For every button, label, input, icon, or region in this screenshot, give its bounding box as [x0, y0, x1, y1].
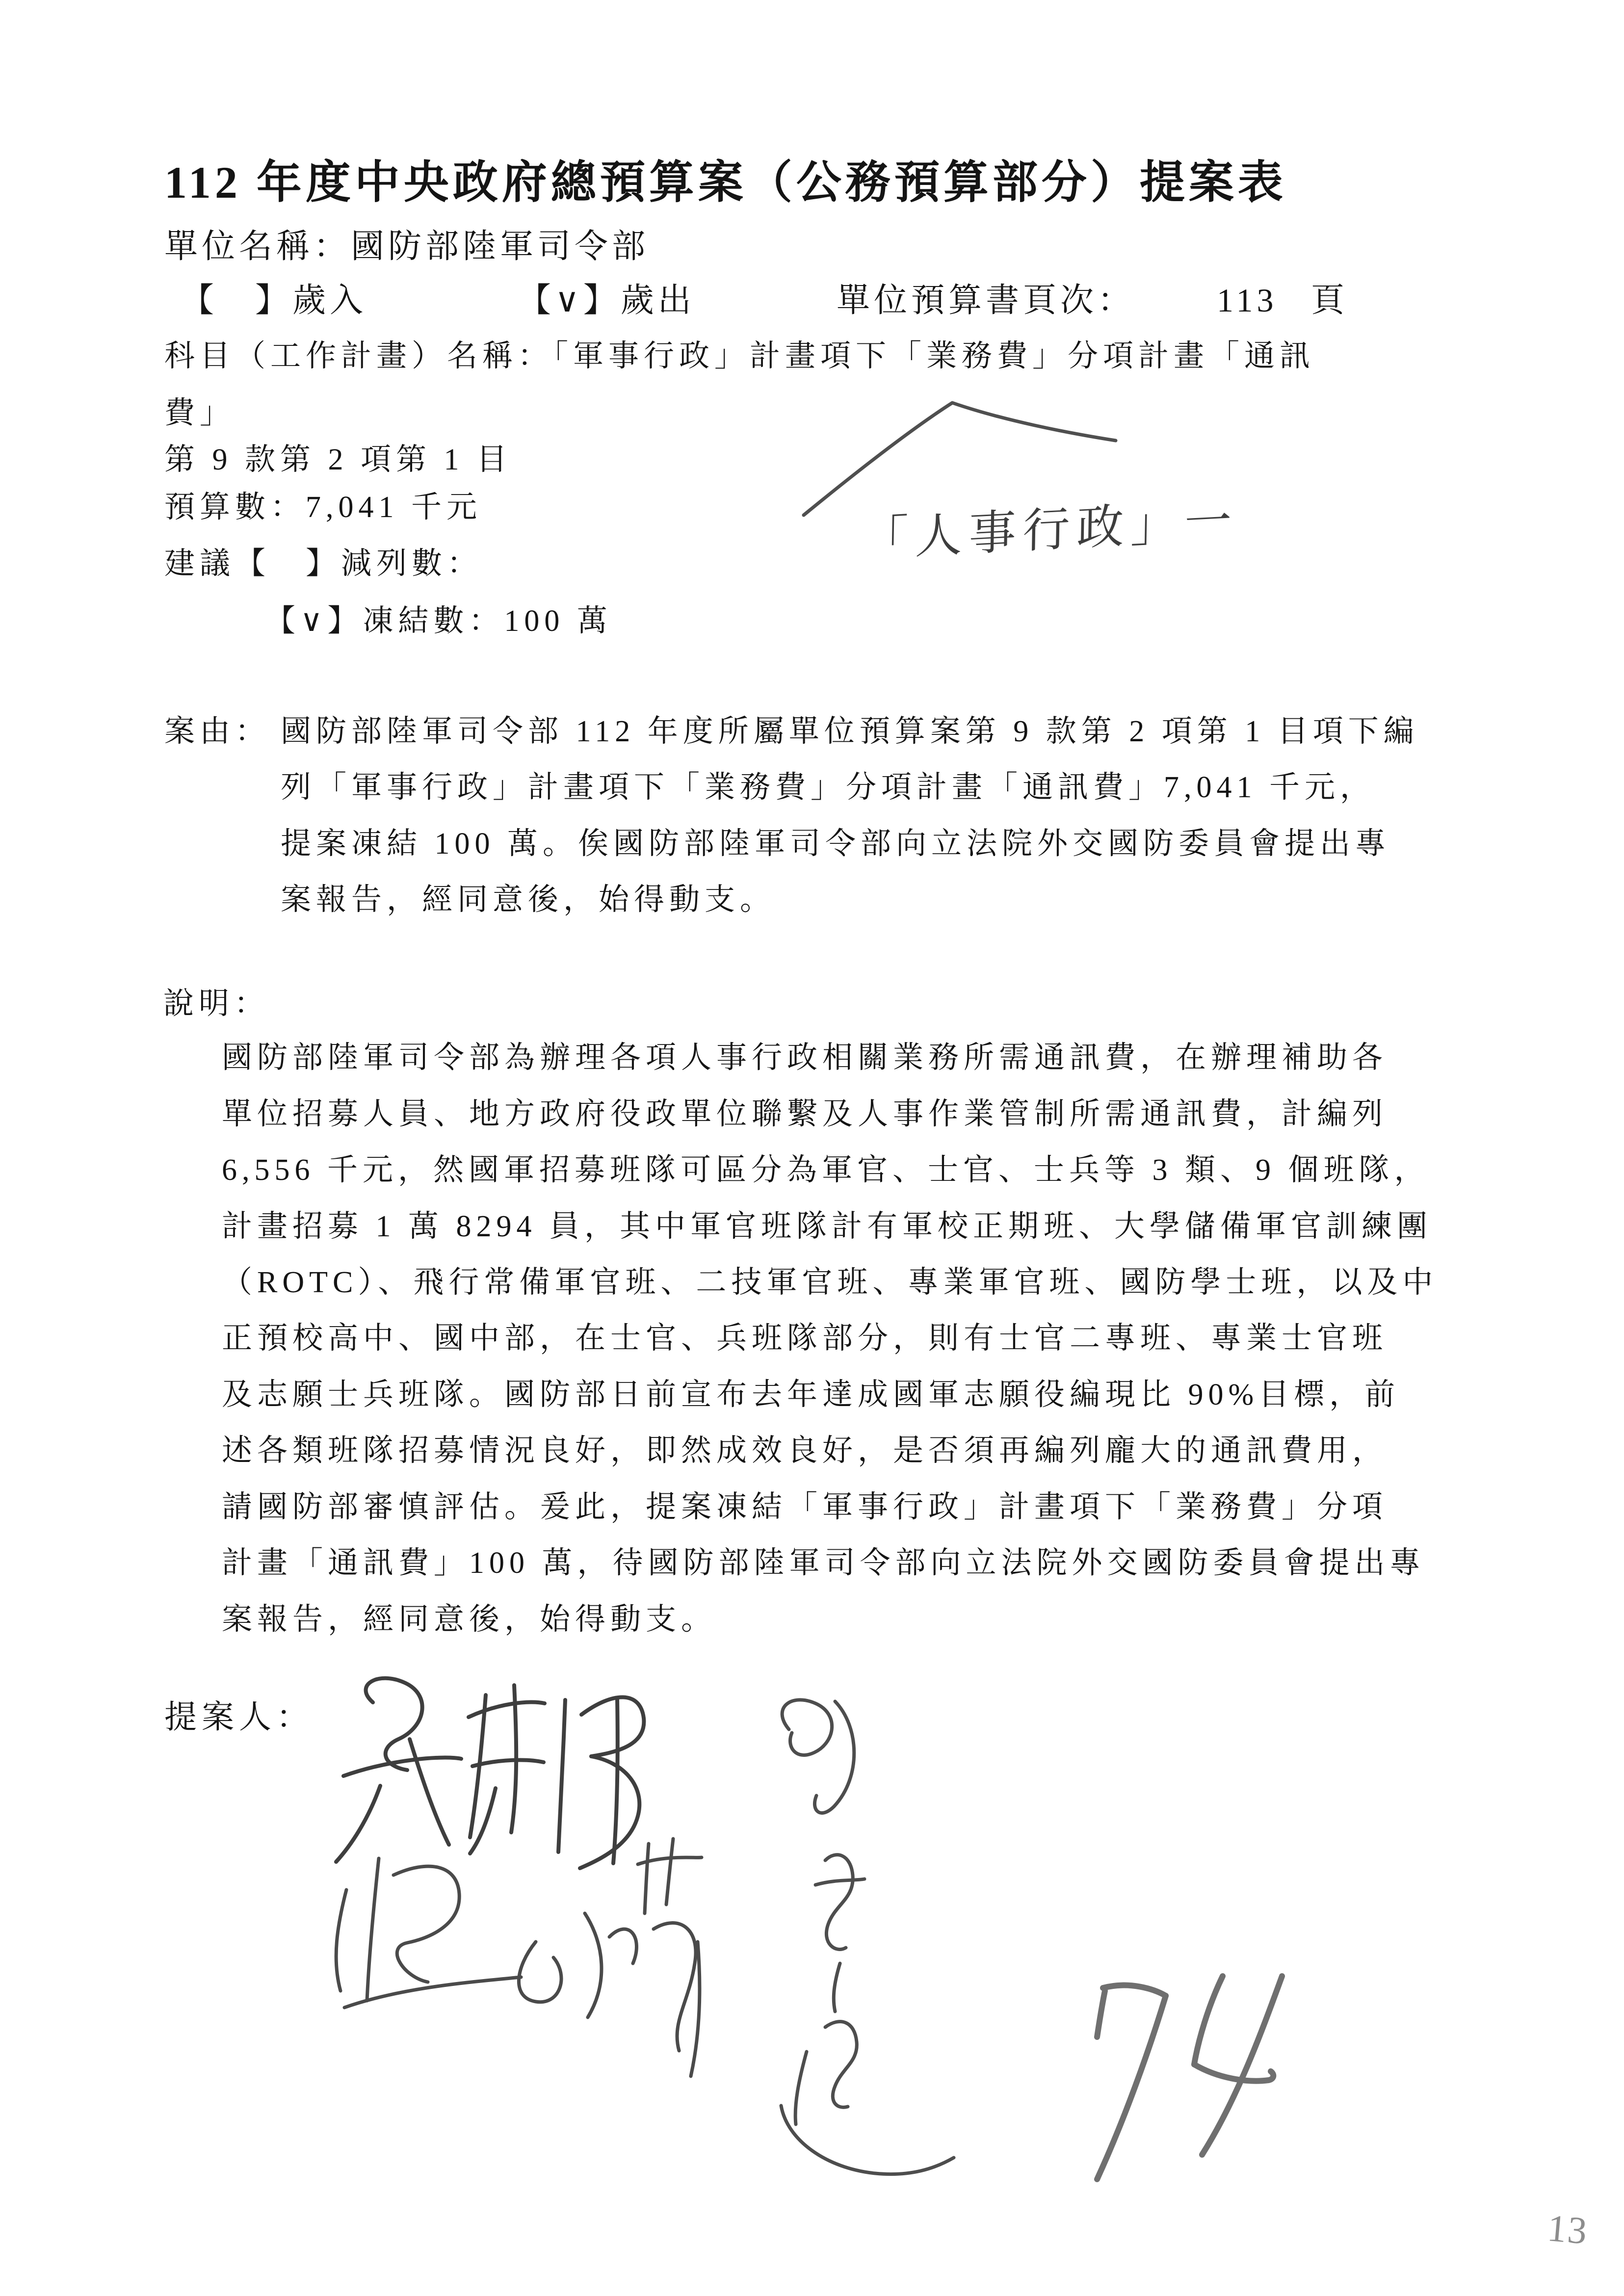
subject-line-1: 科目（工作計畫）名稱：「軍事行政」計畫項下「業務費」分項計畫「通訊: [164, 339, 1315, 373]
clause-line: 第 9 款第 2 項第 1 目: [164, 443, 512, 476]
explanation-label: 說明：: [163, 987, 270, 1020]
case-line: 提案凍結 100 萬。俟國防部陸軍司令部向立法院外交國防委員會提出專: [281, 827, 1391, 861]
freeze-amount-line: 【∨】凍結數：100 萬: [265, 604, 612, 638]
handwritten-insert-annotation: 「人事行政」一: [861, 494, 1239, 567]
explanation-line: 單位招募人員、地方政府役政單位聯繫及人事作業管制所需通訊費，計編列: [222, 1097, 1388, 1131]
explanation-line: 述各類班隊招募情況良好，即然成效良好，是否須再編列龐大的通訊費用，: [222, 1434, 1388, 1467]
explanation-line: 案報告，經同意後，始得動支。: [222, 1603, 717, 1636]
case-line: 國防部陸軍司令部 112 年度所屬單位預算案第 9 款第 2 項第 1 目項下編: [281, 715, 1419, 748]
handwritten-corner-page-number: 13: [1545, 2206, 1590, 2252]
explanation-line: 計畫「通訊費」100 萬，待國防部陸軍司令部向立法院外交國防委員會提出專: [222, 1546, 1425, 1580]
signature-2: [336, 1839, 702, 2076]
signature-1: [336, 1678, 644, 1868]
subject-line-2: 費」: [164, 396, 236, 430]
case-line: 列「軍事行政」計畫項下「業務費」分項計畫「通訊費」7,041 千元，: [281, 771, 1376, 804]
explanation-line: 請國防部審慎評估。爰此，提案凍結「軍事行政」計畫項下「業務費」分項: [222, 1490, 1388, 1524]
explanation-line: 計畫招募 1 萬 8294 員，其中軍官班隊計有軍校正期班、大學儲備軍官訓練團: [222, 1210, 1433, 1243]
case-line: 案報告，經同意後，始得動支。: [281, 883, 776, 916]
explanation-line: 國防部陸軍司令部為辦理各項人事行政相關業務所需通訊費，在辦理補助各: [222, 1041, 1388, 1074]
explanation-line: （ROTC）、飛行常備軍官班、二技軍官班、專業軍官班、國防學士班，以及中: [222, 1266, 1438, 1299]
budget-book-page-label: 單位預算書頁次：: [837, 282, 1135, 319]
explanation-line: 及志願士兵班隊。國防部日前宣布去年達成國軍志願役編現比 90%目標，前: [222, 1378, 1400, 1411]
unit-name-line: 單位名稱：國防部陸軍司令部: [164, 228, 650, 265]
proposer-label: 提案人：: [164, 1699, 314, 1735]
budget-amount-line: 預算數：7,041 千元: [164, 491, 482, 524]
explanation-line: 正預校高中、國中部，在士官、兵班隊部分，則有士官二專班、專業士官班: [222, 1322, 1388, 1355]
budget-book-page-number: 113: [1217, 282, 1278, 319]
signature-3: [781, 1700, 954, 2174]
case-label: 案由：: [164, 715, 271, 748]
explanation-line: 6,556 千元，然國軍招募班隊可區分為軍官、士官、士兵等 3 類、9 個班隊，: [222, 1153, 1430, 1187]
expenditure-checkbox-label: 【∨】歲出: [518, 282, 695, 319]
suggest-reduce-line: 建議【 】減列數：: [164, 547, 483, 580]
budget-book-page-unit: 頁: [1311, 282, 1349, 319]
annotation-caret-arc: [804, 403, 1116, 515]
page-title: 112 年度中央政府總預算案（公務預算部分）提案表: [164, 157, 1287, 208]
handwritten-74: [1097, 1976, 1282, 2179]
revenue-checkbox-label: 【 】歲入: [181, 282, 367, 319]
